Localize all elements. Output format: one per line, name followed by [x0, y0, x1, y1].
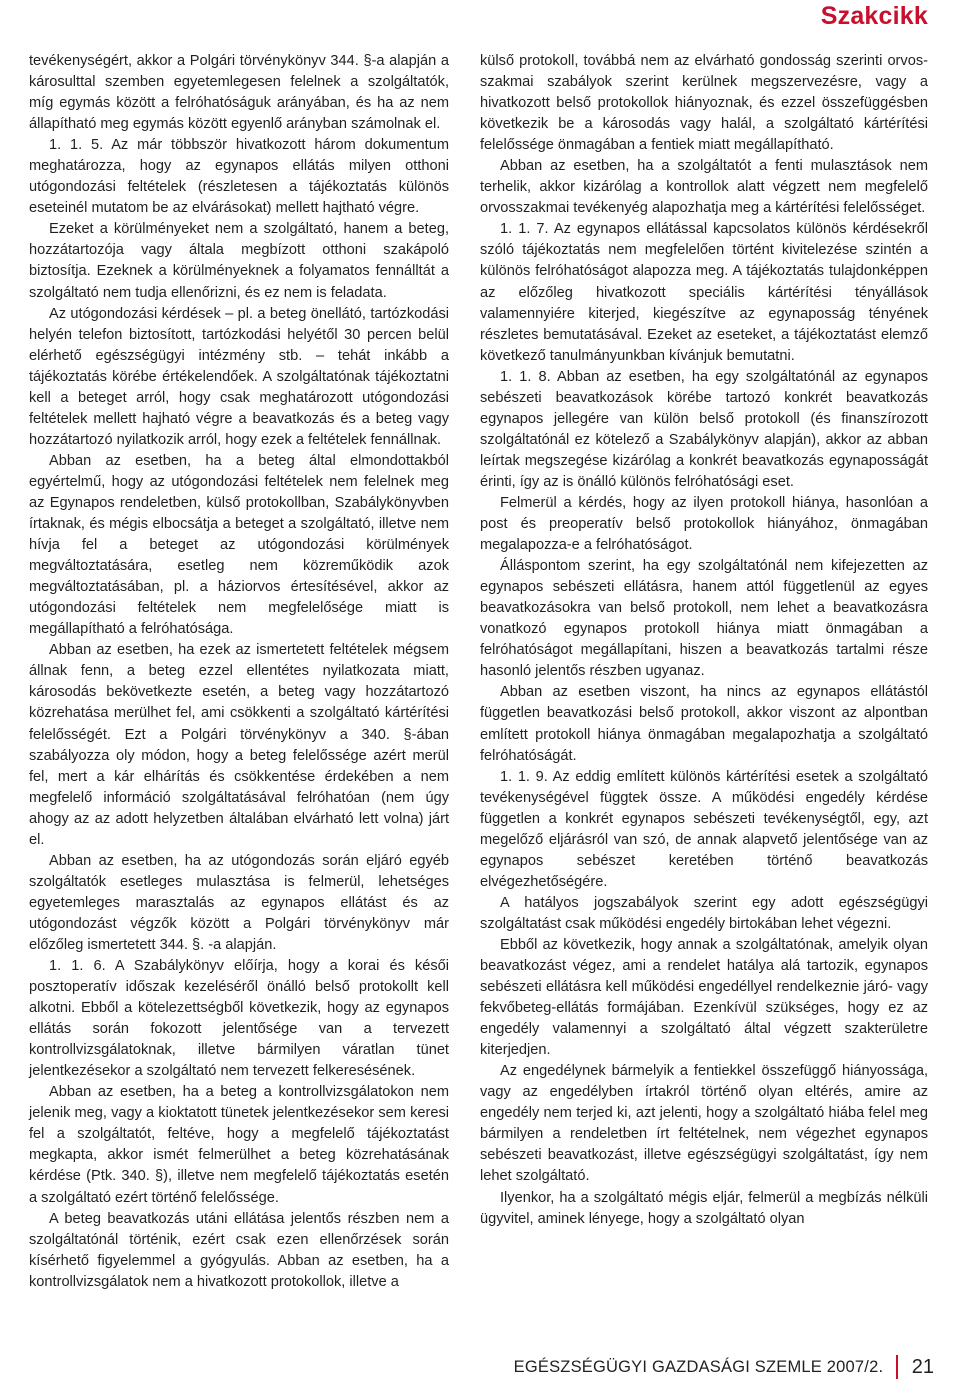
paragraph: Az engedélynek bármelyik a fentiekkel összefüggő hiányossága, vagy az engedélyben írtakról történő olyan eltérés, amire az engedély nem terjed ki, azt jelenti, hogy a szolgáltató hiába felel meg bármilyen a rendeletben írt feltételnek, nem végezhet egynapos sebészeti beavatkozást, illetve egészségügyi szolgáltatást, így nem lehet szolgáltató. [480, 1063, 928, 1185]
paragraph: 1. 1. 6. A Szabálykönyv előírja, hogy a korai és késői posztoperatív időszak kezeléséről önálló belső protokollt kell alkotni. Ebből a kötelezettségből következik, hogy az egynapos ellátás során fokozott jelentősége van a tervezett kontrollvizsgálatoknak, illetve bármilyen váratlan tünet jelentkezésekor a szolgáltató nem tervezett felkeresésének. [29, 958, 449, 1080]
paragraph: Álláspontom szerint, ha egy szolgáltatónál nem kifejezetten az egynapos sebészeti ellátásra, hanem attól függetlenül az egyes beavatkozásokra van belső protokoll, nem lehet a beavatkozásra vonatkozó egynapos protokoll hiánya miatt önmagában a felróhatóságot megállapítani, hiszen a beavatkozás tartalmi része hasonló jelentős részben ugyanaz. [480, 558, 928, 680]
paragraph: Az utógondozási kérdések – pl. a beteg önellátó, tartózkodási helyén telefon biztosított, tartózkodási helyétől 30 percen belül elérhető egészségügyi intézmény stb. – tehát inkább a tájékoztatás körébe értékelendőek. A szolgáltatónak tájékoztatni kell a beteget arról, hogy csak meghatározott utógondozási feltételek mellett hajható végre a beavatkozás és a beteg vagy hozzátartozó nyilatkozik arról, hogy ezek a feltételek fennállnak. [29, 305, 449, 448]
paragraph: Abban az esetben, ha a szolgáltatót a fenti mulasztások nem terhelik, akkor kizárólag a kontrollok alatt végzett nem megfelelő orvosszakmai tevékenyég alapozhatja meg a kártérítési felelősséget. [480, 158, 928, 217]
paragraph: Felmerül a kérdés, hogy az ilyen protokoll hiánya, hasonlóan a post és preoperatív belső protokollok hiányához, önmagában megalapozza-e a felróhatóságot. [480, 494, 928, 554]
paragraph: 1. 1. 7. Az egynapos ellátással kapcsolatos különös kérdésekről szóló tájékoztatás nem megfelelően történt kivitelezése szintén a különös felróhatóságot alapozza meg. A tájékoztatás tulajdonképpen az előzőleg hivatkozott speciális kártérítési tényállások valamennyiére kiterjed, kiegészítve az egynaposság tényének részletes bemutatásával. Ezeket az eseteket, a tájékoztatást elemző következő tanulmányunkban kívánjuk bemutatni. [480, 221, 928, 364]
paragraph: Abban az esetben, ha a beteg által elmondottakból egyértelmű, hogy az utógondozási feltételek nem felelnek meg az Egynapos rendeletben, külső protokollban, Szabálykönyvben írtaknak, és mégis elbocsátja a beteget a szolgáltató, illetve nem hívja fel a beteget az utógondozási körülmények megváltoztatására, esetleg nem közreműködik azok megváltoztatásában, pl. a háziorvos értesítésével, akkor az utógondozási feltételek nem megfelelősége miatt is megállapítható a felróhatósága. [29, 452, 449, 638]
page-number: 21 [911, 1355, 934, 1378]
paragraph: Abban az esetben, ha az utógondozás során eljáró egyéb szolgáltatók esetleges mulasztása is felmerül, lehetséges egyetemleges marasztalás az egynapos ellátást és az utógondozást végzők között a Polgári törvénykönyv már előzőleg ismertetett 344. §. -a alapján. [29, 852, 449, 953]
paragraph: 1. 1. 8. Abban az esetben, ha egy szolgáltatónál az egynapos sebészeti beavatkozások körébe tartozó konkrét beavatkozás egynapos jellegére van külön belső protokoll (és finanszírozott szolgáltatónál ez kötelező a Szabálykönyv alapján), akkor az abban leírtak megszegése kizárólag a konkrét beavatkozás egynaposságát érinti, így az is önálló különös felróhatósági eset. [480, 368, 928, 490]
paragraph: külső protokoll, továbbá nem az elvárható gondosság szerinti orvos-szakmai szabályok szerint kerülnek megszervezésre, vagy a hivatkozott belső protokollok hiányoznak, és ezzel összefüggésben következik be a károsodás vagy halál, a szolgáltató kártérítési felelőssége önmagában a fentiek miatt megállapítható. [480, 53, 928, 154]
paragraph: Ezeket a körülményeket nem a szolgáltató, hanem a beteg, hozzátartozója vagy általa megbízott otthoni szakápoló biztosítja. Ezeknek a körülményeknek a folyamatos fennálltát a szolgáltató nem tudja ellenőrizni, és ez nem is feladata. [29, 221, 449, 301]
journal-title: EGÉSZSÉGÜGYI GAZDASÁGI SZEMLE 2007/2. [513, 1357, 884, 1376]
paragraph: Abban az esetben viszont, ha nincs az egynapos ellátástól független beavatkozási belső protokoll, akkor viszont az alpontban említett protokoll hiánya önmagában megalapozhatja a szolgáltató felróhatóságát. [480, 684, 928, 764]
right-column [480, 51, 928, 1230]
left-column [29, 51, 449, 1293]
paragraph: Ebből az következik, hogy annak a szolgáltatónak, amelyik olyan beavatkozást végez, ami a rendelet hatálya alá tartozik, egynapos sebészeti ellátásra kell működési engedéllyel rendelkeznie járó- vagy fekvőbeteg-ellátás formájában. Ezenkívül szükséges, hogy ez az engedély valamennyi a szolgáltató által végzett szakterületre kiterjedjen. [480, 936, 928, 1059]
paragraph: tevékenységért, akkor a Polgári törvénykönyv 344. §-a alapján a károsulttal szemben egyetemlegesen felelnek a szolgáltatók, míg egymás között a felróhatóságuk arányában, és ha az nem állapítható meg egymás között egyenlő arányban számolnak el. [29, 53, 449, 133]
paragraph: 1. 1. 9. Az eddig említett különös kártérítési esetek a szolgáltató tevékenységével függtek össze. A működési engedély kérdése független a konkrét egynapos sebészeti tevékenységtől, egy, azt megelőző eljárásról van szó, de annak alapvető jelentősége van az egynapos sebészet keretében történő beavatkozás elvégezhetőségére. [480, 768, 928, 890]
paragraph: A beteg beavatkozás utáni ellátása jelentős részben nem a szolgáltatónál történik, ezért csak ezen ellenőrzések során kísérhető figyelemmel a gyógyulás. Abban az esetben, ha a kontrollvizsgálatok nem a hivatkozott protokollok, illetve a [29, 1210, 449, 1290]
footer-divider [896, 1355, 898, 1379]
paragraph: Abban az esetben, ha a beteg a kontrollvizsgálatokon nem jelenik meg, vagy a kioktatott tünetek jelentkezésekor sem keresi fel a szolgáltatót, feltéve, hogy a megfelelő tájékoztatást megkapta, akkor ismét felmerülhet a beteg közrehatásának kérdése (Ptk. 340. §), illetve nem megfelelő tájékoztatás esetén a szolgáltató ezért történő felelőssége. [29, 1084, 449, 1206]
paragraph: Ilyenkor, ha a szolgáltató mégis eljár, felmerül a megbízás nélküli ügyvitel, aminek lényege, hogy a szolgáltató olyan [480, 1189, 928, 1227]
section-label: Szakcikk [820, 2, 928, 30]
paragraph: A hatályos jogszabályok szerint egy adott egészségügyi szolgáltatást csak működési engedély birtokában lehet végezni. [480, 894, 928, 932]
paragraph: 1. 1. 5. Az már többször hivatkozott három dokumentum meghatározza, hogy az egynapos ellátás milyen otthoni utógondozási feltételek (részletesen a tájékoztatás különös eseteinél mutatom be az elvárásokat) mellett hajtható végre. [29, 137, 449, 217]
paragraph: Abban az esetben, ha ezek az ismertetett feltételek mégsem állnak fenn, a beteg ezzel ellentétes nyilatkozata miatt, károsodás bekövetkezte esetén, a beteg vagy hozzátartozó közrehatása merülhet fel, ami csökkenti a szolgáltató kártérítési felelősségét. Ezt a Polgári törvénykönyv a 340. §-ában szabályozza oly módon, hogy a beteg felelőssége azért merül fel, mert a kár elhárítás és csökkentése érdekében a nem megfelelő információ szolgáltatásával felróhatóan (nem úgy ahogy az az adott helyzetben általában elvárható lett volna) járt el. [29, 642, 449, 848]
page-footer [514, 1355, 934, 1379]
